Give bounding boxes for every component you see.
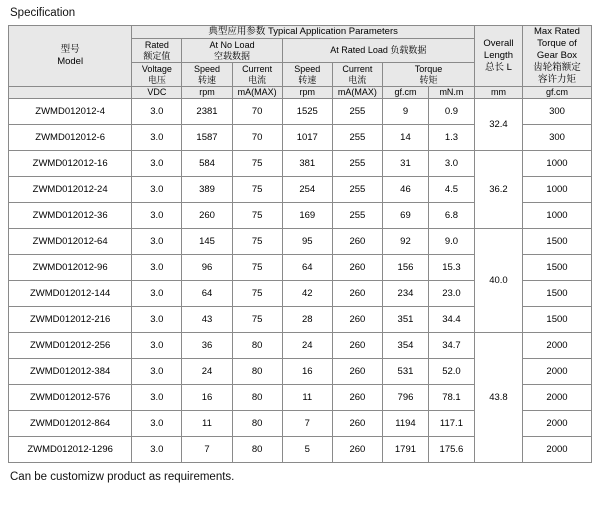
cell-max-rated-torque: 2000 [522,437,591,463]
cell-no-load-speed: 389 [182,177,232,203]
cell-model: ZWMD012012-36 [9,203,132,229]
cell-rated-load-speed: 381 [282,151,332,177]
cell-model: ZWMD012012-6 [9,125,132,151]
cell-torque-mnm: 52.0 [428,359,474,385]
header-no-load-speed: Speed 转速 [182,63,232,87]
cell-no-load-speed: 260 [182,203,232,229]
cell-rated-load-speed: 28 [282,307,332,333]
cell-torque-mnm: 23.0 [428,281,474,307]
unit-torque-mnm: mN.m [428,87,474,99]
cell-rated-load-current: 260 [332,333,382,359]
cell-torque-mnm: 9.0 [428,229,474,255]
cell-rated-load-speed: 16 [282,359,332,385]
cell-torque-mnm: 4.5 [428,177,474,203]
cell-no-load-current: 80 [232,437,282,463]
unit-max-torque: gf.cm [522,87,591,99]
cell-no-load-speed: 2381 [182,99,232,125]
cell-voltage: 3.0 [132,229,182,255]
cell-no-load-speed: 16 [182,385,232,411]
cell-no-load-current: 70 [232,125,282,151]
cell-torque-mnm: 6.8 [428,203,474,229]
cell-no-load-speed: 145 [182,229,232,255]
cell-rated-load-current: 255 [332,99,382,125]
cell-rated-load-speed: 5 [282,437,332,463]
specification-table [8,25,592,463]
cell-torque-mnm: 34.7 [428,333,474,359]
cell-voltage: 3.0 [132,177,182,203]
header-typical-parameters: 典型应用参数 Typical Application Parameters [132,26,475,39]
cell-rated-load-speed: 95 [282,229,332,255]
header-overall-length: Overall Length 总长 L [474,26,522,87]
table-row [9,151,592,177]
cell-model: ZWMD012012-64 [9,229,132,255]
cell-model: ZWMD012012-864 [9,411,132,437]
unit-rated-load-speed: rpm [282,87,332,99]
header-row-units [9,87,592,99]
cell-torque-gfcm: 14 [382,125,428,151]
cell-model: ZWMD012012-24 [9,177,132,203]
cell-voltage: 3.0 [132,385,182,411]
cell-max-rated-torque: 2000 [522,333,591,359]
cell-torque-gfcm: 351 [382,307,428,333]
cell-torque-gfcm: 156 [382,255,428,281]
cell-model: ZWMD012012-4 [9,99,132,125]
cell-no-load-speed: 64 [182,281,232,307]
header-voltage: Voltage 电压 [132,63,182,87]
cell-rated-load-speed: 1017 [282,125,332,151]
cell-overall-length: 36.2 [474,151,522,229]
cell-rated-load-current: 260 [332,411,382,437]
cell-model: ZWMD012012-1296 [9,437,132,463]
cell-no-load-current: 70 [232,99,282,125]
cell-no-load-current: 75 [232,281,282,307]
cell-no-load-speed: 1587 [182,125,232,151]
cell-rated-load-speed: 64 [282,255,332,281]
cell-rated-load-speed: 24 [282,333,332,359]
cell-torque-mnm: 1.3 [428,125,474,151]
table-header [9,26,592,99]
cell-voltage: 3.0 [132,333,182,359]
cell-rated-load-current: 260 [332,359,382,385]
unit-overall-length: mm [474,87,522,99]
table-row [9,99,592,125]
cell-max-rated-torque: 1000 [522,151,591,177]
unit-voltage: VDC [132,87,182,99]
cell-torque-mnm: 175.6 [428,437,474,463]
cell-overall-length: 32.4 [474,99,522,151]
cell-max-rated-torque: 300 [522,99,591,125]
cell-rated-load-current: 255 [332,177,382,203]
cell-torque-gfcm: 31 [382,151,428,177]
cell-no-load-current: 75 [232,203,282,229]
header-no-load-current: Current 电流 [232,63,282,87]
cell-no-load-speed: 11 [182,411,232,437]
cell-torque-gfcm: 69 [382,203,428,229]
unit-torque-gfcm: gf.cm [382,87,428,99]
cell-torque-gfcm: 46 [382,177,428,203]
cell-no-load-speed: 96 [182,255,232,281]
cell-model: ZWMD012012-96 [9,255,132,281]
cell-no-load-current: 80 [232,333,282,359]
cell-max-rated-torque: 1000 [522,203,591,229]
cell-model: ZWMD012012-216 [9,307,132,333]
footnote: Can be customizw product as requirements. [10,471,235,483]
unit-model [9,87,132,99]
cell-rated-load-current: 260 [332,307,382,333]
cell-max-rated-torque: 300 [522,125,591,151]
cell-max-rated-torque: 1000 [522,177,591,203]
cell-rated-load-current: 260 [332,281,382,307]
cell-torque-gfcm: 354 [382,333,428,359]
cell-no-load-speed: 584 [182,151,232,177]
cell-torque-gfcm: 1791 [382,437,428,463]
header-model: 型号 Model [9,26,132,87]
cell-torque-gfcm: 92 [382,229,428,255]
cell-voltage: 3.0 [132,411,182,437]
cell-torque-gfcm: 9 [382,99,428,125]
cell-no-load-current: 75 [232,229,282,255]
cell-no-load-current: 75 [232,307,282,333]
cell-no-load-current: 80 [232,359,282,385]
cell-torque-mnm: 34.4 [428,307,474,333]
table-row [9,333,592,359]
cell-model: ZWMD012012-144 [9,281,132,307]
header-torque: Torque 转矩 [382,63,474,87]
cell-rated-load-speed: 169 [282,203,332,229]
cell-model: ZWMD012012-384 [9,359,132,385]
cell-no-load-current: 80 [232,411,282,437]
header-row-1 [9,26,592,39]
header-max-rated-torque: Max Rated Torque of Gear Box 齿轮箱额定 容许力矩 [522,26,591,87]
cell-voltage: 3.0 [132,281,182,307]
cell-rated-load-speed: 42 [282,281,332,307]
cell-no-load-speed: 43 [182,307,232,333]
cell-torque-gfcm: 1194 [382,411,428,437]
cell-no-load-speed: 7 [182,437,232,463]
cell-torque-mnm: 78.1 [428,385,474,411]
cell-voltage: 3.0 [132,437,182,463]
cell-rated-load-current: 260 [332,229,382,255]
cell-torque-mnm: 0.9 [428,99,474,125]
cell-no-load-current: 75 [232,151,282,177]
header-rated-load-group: At Rated Load 负载数据 [282,39,474,63]
cell-rated-load-speed: 254 [282,177,332,203]
header-rated-load-current: Current 电流 [332,63,382,87]
cell-rated-load-current: 255 [332,151,382,177]
cell-voltage: 3.0 [132,99,182,125]
cell-overall-length: 43.8 [474,333,522,463]
cell-voltage: 3.0 [132,151,182,177]
header-no-load-group: At No Load 空载数据 [182,39,282,63]
cell-model: ZWMD012012-256 [9,333,132,359]
cell-rated-load-speed: 11 [282,385,332,411]
cell-voltage: 3.0 [132,307,182,333]
cell-no-load-current: 80 [232,385,282,411]
cell-max-rated-torque: 1500 [522,255,591,281]
cell-model: ZWMD012012-576 [9,385,132,411]
cell-rated-load-current: 255 [332,125,382,151]
cell-torque-gfcm: 796 [382,385,428,411]
cell-max-rated-torque: 2000 [522,359,591,385]
cell-no-load-speed: 24 [182,359,232,385]
unit-rated-load-current: mA(MAX) [332,87,382,99]
cell-voltage: 3.0 [132,255,182,281]
cell-torque-gfcm: 531 [382,359,428,385]
page-title: Specification [10,7,76,19]
cell-no-load-speed: 36 [182,333,232,359]
cell-no-load-current: 75 [232,255,282,281]
cell-rated-load-current: 260 [332,437,382,463]
cell-rated-load-current: 255 [332,203,382,229]
cell-voltage: 3.0 [132,203,182,229]
cell-model: ZWMD012012-16 [9,151,132,177]
cell-rated-load-speed: 1525 [282,99,332,125]
cell-rated-load-current: 260 [332,255,382,281]
cell-no-load-current: 75 [232,177,282,203]
cell-rated-load-current: 260 [332,385,382,411]
table-row [9,229,592,255]
cell-max-rated-torque: 1500 [522,229,591,255]
unit-no-load-current: mA(MAX) [232,87,282,99]
header-rated-voltage-group: Rated 额定值 [132,39,182,63]
cell-rated-load-speed: 7 [282,411,332,437]
unit-no-load-speed: rpm [182,87,232,99]
cell-max-rated-torque: 2000 [522,385,591,411]
cell-voltage: 3.0 [132,125,182,151]
header-rated-load-speed: Speed 转速 [282,63,332,87]
cell-torque-mnm: 3.0 [428,151,474,177]
table-body [9,99,592,463]
cell-overall-length: 40.0 [474,229,522,333]
cell-max-rated-torque: 1500 [522,281,591,307]
cell-torque-mnm: 15.3 [428,255,474,281]
cell-voltage: 3.0 [132,359,182,385]
cell-max-rated-torque: 2000 [522,411,591,437]
cell-torque-gfcm: 234 [382,281,428,307]
cell-max-rated-torque: 1500 [522,307,591,333]
cell-torque-mnm: 117.1 [428,411,474,437]
